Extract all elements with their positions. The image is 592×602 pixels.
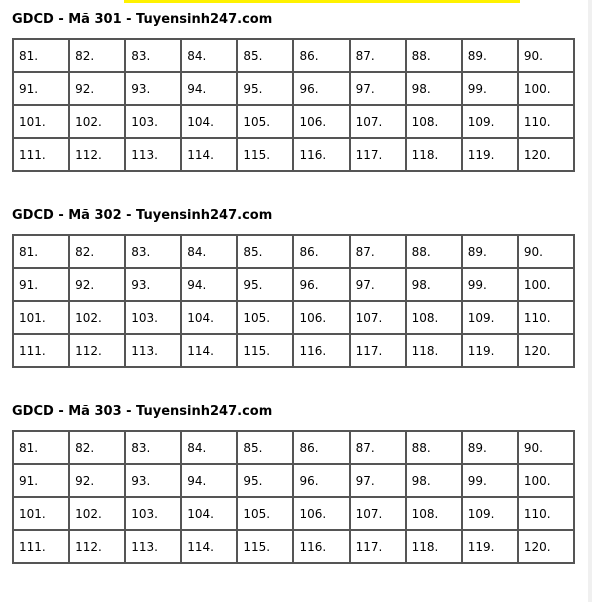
answer-cell: 94. — [181, 464, 237, 497]
answer-cell: 89. — [462, 431, 518, 464]
answer-cell: 110. — [518, 301, 574, 334]
answer-cell: 81. — [13, 39, 69, 72]
answer-cell: 106. — [293, 105, 349, 138]
answer-cell: 97. — [350, 268, 406, 301]
answer-cell: 111. — [13, 530, 69, 563]
answer-cell: 103. — [125, 497, 181, 530]
answer-cell: 109. — [462, 105, 518, 138]
answer-cell: 119. — [462, 334, 518, 367]
answer-cell: 88. — [406, 431, 462, 464]
answer-cell: 120. — [518, 530, 574, 563]
block-title: GDCD - Mã 301 - Tuyensinh247.com — [12, 12, 273, 27]
answer-cell: 82. — [69, 431, 125, 464]
answer-cell: 81. — [13, 235, 69, 268]
table-row — [13, 301, 574, 334]
table-row — [13, 268, 574, 301]
answer-cell: 90. — [518, 235, 574, 268]
answer-cell: 108. — [406, 105, 462, 138]
answer-cell: 107. — [350, 105, 406, 138]
answer-table — [12, 38, 575, 172]
answer-cell: 116. — [293, 530, 349, 563]
block-title: GDCD - Mã 303 - Tuyensinh247.com — [12, 404, 273, 419]
answer-cell: 119. — [462, 530, 518, 563]
answer-cell: 84. — [181, 235, 237, 268]
answer-cell: 111. — [13, 334, 69, 367]
answer-cell: 101. — [13, 105, 69, 138]
table-row — [13, 39, 574, 72]
answer-cell: 101. — [13, 301, 69, 334]
answer-cell: 118. — [406, 530, 462, 563]
block-title: GDCD - Mã 302 - Tuyensinh247.com — [12, 208, 273, 223]
answer-cell: 99. — [462, 464, 518, 497]
answer-cell: 82. — [69, 39, 125, 72]
answer-cell: 96. — [293, 464, 349, 497]
answer-cell: 88. — [406, 39, 462, 72]
answer-cell: 94. — [181, 72, 237, 105]
answer-cell: 92. — [69, 464, 125, 497]
answer-cell: 105. — [237, 301, 293, 334]
answer-cell: 102. — [69, 301, 125, 334]
table-row — [13, 72, 574, 105]
answer-cell: 113. — [125, 334, 181, 367]
answer-cell: 93. — [125, 72, 181, 105]
answer-cell: 107. — [350, 301, 406, 334]
answer-cell: 92. — [69, 72, 125, 105]
answer-cell: 110. — [518, 497, 574, 530]
answer-cell: 115. — [237, 530, 293, 563]
answer-cell: 102. — [69, 497, 125, 530]
answer-cell: 93. — [125, 464, 181, 497]
table-row — [13, 497, 574, 530]
answer-cell: 91. — [13, 268, 69, 301]
table-row — [13, 138, 574, 171]
answer-cell: 85. — [237, 235, 293, 268]
answer-cell: 86. — [293, 431, 349, 464]
answer-cell: 83. — [125, 235, 181, 268]
answer-cell: 84. — [181, 39, 237, 72]
answer-cell: 96. — [293, 268, 349, 301]
answer-cell: 105. — [237, 497, 293, 530]
answer-cell: 104. — [181, 301, 237, 334]
answer-cell: 99. — [462, 268, 518, 301]
answer-cell: 111. — [13, 138, 69, 171]
answer-cell: 103. — [125, 301, 181, 334]
answer-cell: 110. — [518, 105, 574, 138]
answer-cell: 104. — [181, 105, 237, 138]
answer-cell: 118. — [406, 334, 462, 367]
answer-cell: 85. — [237, 431, 293, 464]
answer-cell: 99. — [462, 72, 518, 105]
answer-cell: 113. — [125, 138, 181, 171]
answer-cell: 109. — [462, 497, 518, 530]
answer-cell: 83. — [125, 431, 181, 464]
answer-cell: 92. — [69, 268, 125, 301]
answer-cell: 104. — [181, 497, 237, 530]
answer-cell: 105. — [237, 105, 293, 138]
answer-cell: 97. — [350, 72, 406, 105]
answer-cell: 95. — [237, 464, 293, 497]
answer-cell: 86. — [293, 39, 349, 72]
answer-cell: 114. — [181, 138, 237, 171]
answer-cell: 118. — [406, 138, 462, 171]
answer-cell: 97. — [350, 464, 406, 497]
answer-cell: 108. — [406, 497, 462, 530]
answer-cell: 85. — [237, 39, 293, 72]
answer-cell: 91. — [13, 72, 69, 105]
answer-cell: 115. — [237, 138, 293, 171]
answer-cell: 98. — [406, 72, 462, 105]
answer-cell: 81. — [13, 431, 69, 464]
answer-cell: 101. — [13, 497, 69, 530]
answer-cell: 119. — [462, 138, 518, 171]
answer-cell: 89. — [462, 235, 518, 268]
answer-cell: 100. — [518, 464, 574, 497]
answer-cell: 120. — [518, 138, 574, 171]
answer-cell: 116. — [293, 138, 349, 171]
answer-cell: 90. — [518, 431, 574, 464]
answer-cell: 94. — [181, 268, 237, 301]
answer-cell: 86. — [293, 235, 349, 268]
answer-block-302 — [12, 208, 575, 368]
answer-cell: 106. — [293, 497, 349, 530]
answer-cell: 103. — [125, 105, 181, 138]
answer-cell: 90. — [518, 39, 574, 72]
answer-cell: 95. — [237, 268, 293, 301]
table-row — [13, 334, 574, 367]
answer-cell: 112. — [69, 138, 125, 171]
answer-block-303 — [12, 404, 575, 564]
answer-cell: 89. — [462, 39, 518, 72]
answer-cell: 98. — [406, 464, 462, 497]
answer-cell: 107. — [350, 497, 406, 530]
answer-cell: 120. — [518, 334, 574, 367]
answer-cell: 115. — [237, 334, 293, 367]
table-row — [13, 431, 574, 464]
answer-cell: 95. — [237, 72, 293, 105]
table-row — [13, 235, 574, 268]
answer-cell: 93. — [125, 268, 181, 301]
answer-cell: 112. — [69, 334, 125, 367]
answer-cell: 91. — [13, 464, 69, 497]
answer-cell: 109. — [462, 301, 518, 334]
answer-cell: 102. — [69, 105, 125, 138]
table-row — [13, 464, 574, 497]
answer-table — [12, 430, 575, 564]
answer-cell: 82. — [69, 235, 125, 268]
answer-cell: 117. — [350, 530, 406, 563]
answer-cell: 87. — [350, 431, 406, 464]
answer-cell: 112. — [69, 530, 125, 563]
top-highlight-strip — [124, 0, 520, 3]
answer-cell: 114. — [181, 334, 237, 367]
answer-cell: 114. — [181, 530, 237, 563]
table-row — [13, 530, 574, 563]
answer-cell: 83. — [125, 39, 181, 72]
answer-cell: 96. — [293, 72, 349, 105]
answer-cell: 87. — [350, 235, 406, 268]
answer-cell: 116. — [293, 334, 349, 367]
answer-block-301 — [12, 12, 575, 172]
answer-table — [12, 234, 575, 368]
answer-cell: 108. — [406, 301, 462, 334]
scroll-edge — [588, 0, 592, 602]
answer-cell: 100. — [518, 72, 574, 105]
answer-cell: 117. — [350, 334, 406, 367]
answer-cell: 113. — [125, 530, 181, 563]
table-row — [13, 105, 574, 138]
answer-cell: 117. — [350, 138, 406, 171]
answer-cell: 84. — [181, 431, 237, 464]
answer-cell: 87. — [350, 39, 406, 72]
answer-cell: 100. — [518, 268, 574, 301]
answer-cell: 88. — [406, 235, 462, 268]
answer-cell: 98. — [406, 268, 462, 301]
answer-cell: 106. — [293, 301, 349, 334]
